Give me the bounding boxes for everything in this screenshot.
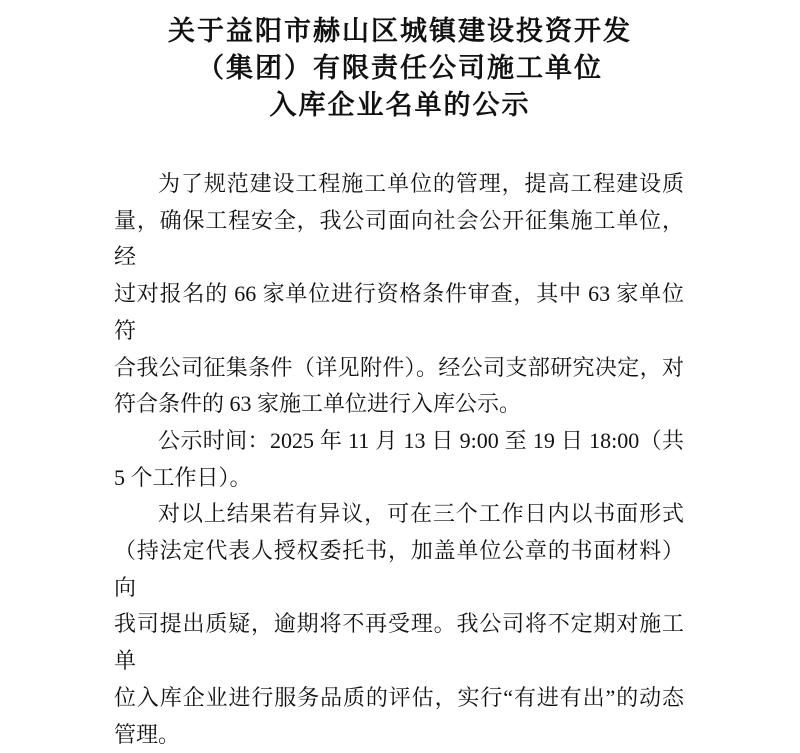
body-line: 量，确保工程安全，我公司面向社会公开征集施工单位，经 xyxy=(114,207,684,270)
body-line: 合我公司征集条件（详见附件）。经公司支部研究决定，对 xyxy=(114,354,684,380)
body-line: 过对报名的 66 家单位进行资格条件审查，其中 63 家单位符 xyxy=(114,281,684,343)
title-line-1: 关于益阳市赫山区城镇建设投资开发 xyxy=(168,16,632,46)
body-line: 位入库企业进行服务品质的评估，实行“有进有出”的动态 xyxy=(114,684,684,710)
body-line: 5 个工作日）。 xyxy=(114,464,252,490)
body-line: 公示时间：2025 年 11 月 13 日 9:00 至 19 日 18:00（共 xyxy=(158,427,684,453)
body-line: 符合条件的 63 家施工单位进行入库公示。 xyxy=(114,391,522,417)
title-line-2: （集团）有限责任公司施工单位 xyxy=(197,53,603,83)
body-line: 管理。 xyxy=(114,721,181,747)
document-title xyxy=(0,0,800,124)
body-line: 我司提出质疑，逾期将不再受理。我公司将不定期对施工单 xyxy=(114,611,684,674)
body-line: 对以上结果若有异议，可在三个工作日内以书面形式 xyxy=(158,501,684,527)
body-line: 为了规范建设工程施工单位的管理，提高工程建设质 xyxy=(158,171,684,196)
document-body xyxy=(0,166,800,753)
title-line-3: 入库企业名单的公示 xyxy=(269,90,531,120)
body-line: （持法定代表人授权委托书，加盖单位公章的书面材料）向 xyxy=(114,538,684,600)
